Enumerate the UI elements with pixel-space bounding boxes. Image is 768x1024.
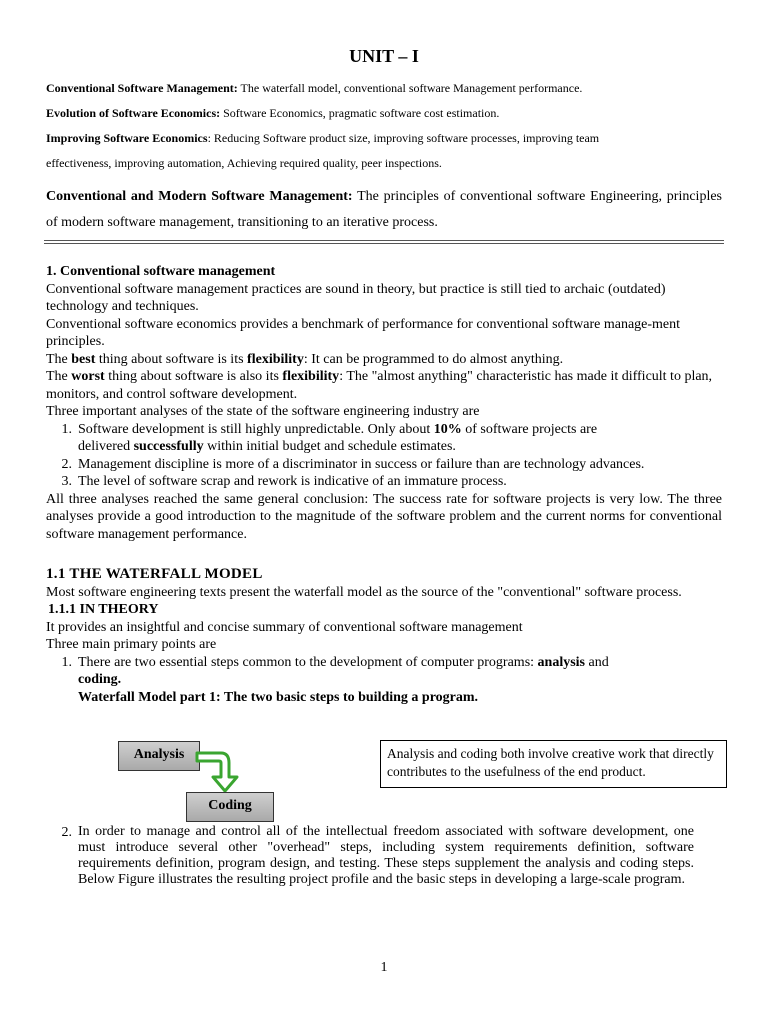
syllabus-line <box>46 105 726 121</box>
page-number: 1 <box>380 960 388 975</box>
divider <box>44 243 724 244</box>
list-item: 2. Management discipline is more of a discriminator in success or failure than are technology advances. <box>61 456 645 472</box>
section-heading: 1. Conventional software management <box>46 264 276 279</box>
diagram-note: Analysis and coding both involve creative work that directly contributes to the usefulness of the end product. <box>380 740 727 788</box>
syllabus-text: : Reducing Software product size, improving software processes, improving team <box>207 131 600 145</box>
paragraph: The best thing about software is its flexibility: It can be programmed to do almost anything. <box>46 351 564 367</box>
syllabus-line <box>46 130 726 146</box>
paragraph: All three analyses reached the same general conclusion: The success rate for software projects is very low. The three analyses provide a good introduction to the magnitude of the software problem and the current norms for conventional software management performance. <box>46 491 722 542</box>
paragraph: The worst thing about software is also its flexibility: The "almost anything" characteristic has made it difficult to plan, monitors, and control software development. <box>46 369 713 402</box>
paragraph: Most software engineering texts present the waterfall model as the source of the "conventional" software process. <box>46 584 682 600</box>
syllabus-label: Improving Software Economics <box>46 131 208 145</box>
divider <box>44 240 724 241</box>
analysis-box: Analysis <box>118 741 200 771</box>
list-item: 2. In order to manage and control all of the intellectual freedom associated with software development, one must introduce several other "overhead" steps, including system requirements definition, software requirements definition, program design, and testing. These steps supplement the analysis and coding steps. Below Figure illustrates the resulting project profile and the basic steps in developing a large-scale program. <box>61 824 694 887</box>
coding-box: Coding <box>186 792 274 822</box>
paragraph: Conventional software economics provides a benchmark of performance for conventional software manage-ment principles. <box>46 316 681 349</box>
section-conventional <box>46 263 722 543</box>
syllabus-label: Conventional and Modern Software Management: <box>46 189 353 204</box>
syllabus-text: Software Economics, pragmatic software cost estimation. <box>220 106 500 120</box>
paragraph: Three main primary points are <box>46 637 217 652</box>
section-heading: 1.1 THE WATERFALL MODEL <box>46 566 263 582</box>
syllabus-text: effectiveness, improving automation, Achieving required quality, peer inspections. <box>46 156 442 170</box>
paragraph: It provides an insightful and concise summary of conventional software management <box>46 619 523 635</box>
list-item: 1. There are two essential steps common to the development of computer programs: analysis and coding. Waterfall Model part 1: The two basic steps to building a program. <box>61 654 609 705</box>
syllabus-label: Evolution of Software Economics: <box>46 106 221 120</box>
paragraph: Three important analyses of the state of the software engineering industry are <box>46 404 480 419</box>
list-item: 3. The level of software scrap and rework is indicative of an immature process. <box>61 474 507 489</box>
list-item: 1. Software development is still highly unpredictable. Only about 10% of software projects are delivered successfully within initial budget and schedule estimates. <box>61 421 598 454</box>
section-waterfall-continued <box>46 824 722 888</box>
syllabus-text: The waterfall model, conventional software Management performance. <box>237 81 583 95</box>
syllabus-label: Conventional Software Management: <box>46 81 238 95</box>
paragraph: Conventional software management practices are sound in theory, but practice is still tied to archaic (outdated) technology and techniques. <box>46 281 666 314</box>
section-waterfall <box>46 566 722 706</box>
syllabus-paragraph <box>46 184 722 236</box>
subsection-heading: 1.1.1 IN THEORY <box>48 602 159 617</box>
syllabus-line <box>46 80 726 96</box>
page-title: UNIT – I <box>349 46 419 66</box>
syllabus-text: The principles of conventional software Engineering, principles of modern software management, transitioning to an iterative process. <box>46 189 722 230</box>
arrow-icon <box>195 745 255 795</box>
syllabus-line <box>46 155 726 171</box>
